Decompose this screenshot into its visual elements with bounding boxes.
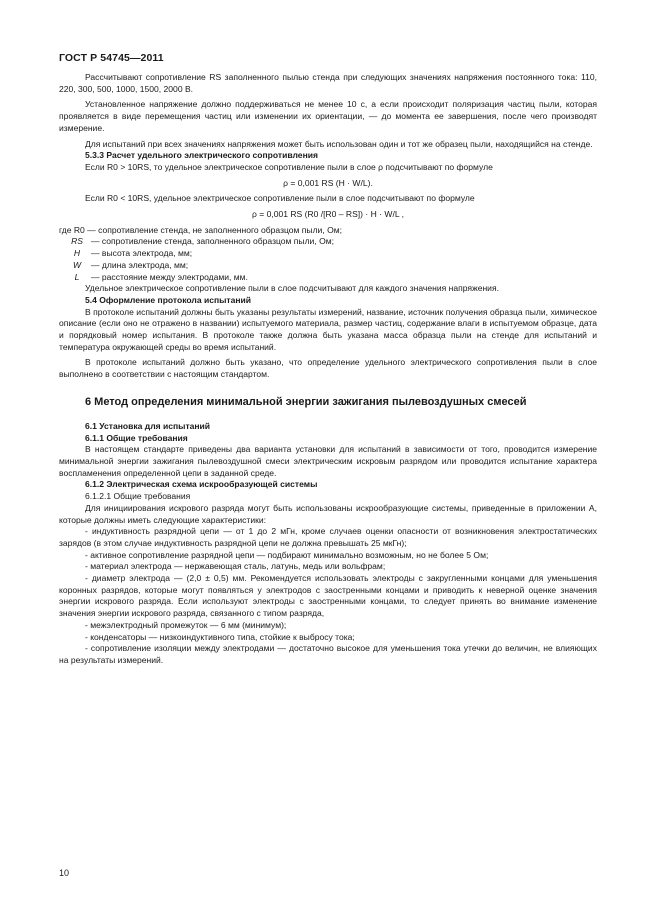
paragraph: В настоящем стандарте приведены два варианта установки для испытаний в зависимости от того, проводится измерение минимальной энергии зажигания пылевоздушной смеси электрическим искровым разрядом или проводится испытание характера воспламенения определенной цепи в заданной среде. <box>59 444 597 478</box>
definition-symbol: L <box>74 271 80 282</box>
paragraph: Для испытаний при всех значениях напряжения может быть использован один и тот же образец пыли, находящийся на стенде. <box>85 138 593 149</box>
list-item: - межэлектродный промежуток — 6 мм (минимум); <box>85 619 287 630</box>
page-number: 10 <box>59 868 70 878</box>
formula-2: ρ = 0,001 RS (R0 /[R0 – RS]) · H · W/L , <box>251 209 405 220</box>
paragraph: Рассчитывают сопротивление RS заполненного пылью стенда при следующих значениях напряжения постоянного тока: 110, 220, 300, 500, 1000, 1500, 2000 В. <box>59 72 597 94</box>
paragraph: Удельное электрическое сопротивление пыли в слое подсчитывают для каждого значения напряжения. <box>85 283 499 294</box>
definition-text: — высота электрода, мм; <box>91 248 193 259</box>
section-heading-5-4: 5.4 Оформление протокола испытаний <box>85 294 252 305</box>
paragraph: Если R0 > 10RS, то удельное электрическое сопротивление пыли в слое ρ подсчитывают по формуле <box>85 161 493 172</box>
paragraph: Для инициирования искрового разряда могут быть использованы искрообразующие системы, приведенные в приложении А, которые должны иметь следующие характеристики: <box>59 502 597 525</box>
chapter-heading-6: 6 Метод определения минимальной энергии зажигания пылевоздушных смесей <box>85 395 527 408</box>
paragraph: В протоколе испытаний должны быть указаны результаты измерений, название, источник получения образца пыли, химическое описание (если оно не отражено в названии) испытуемого материала, размер частиц, содержание влаги в испытуемом образце, дата и порядковый номер испытания. В протоколе также должна быть указана масса образца пыли на стенде для испытаний и температура окружающей среды во время испытаний. <box>59 306 597 352</box>
definition-rs <box>59 236 597 248</box>
definition-symbol: H <box>73 248 81 259</box>
paragraph: Установленное напряжение должно поддерживаться не менее 10 с, а если происходит поляризация частиц пыли, которая проявляется в виде перемещения частиц или изменении их ориентации, — до момента ее завершения, после чего производят измерение. <box>59 99 597 133</box>
list-item: - сопротивление изоляции между электродами — достаточно высокое для уменьшения тока утечки до величин, не влияющих на результаты измерений. <box>59 643 597 665</box>
definition-text: — длина электрода, мм; <box>91 259 189 270</box>
paragraph: Если R0 < 10RS, удельное электрическое сопротивление пыли в слое подсчитывают по формуле <box>85 193 475 204</box>
paragraph: В протоколе испытаний должно быть указано, что определение удельного электрического сопротивления пыли в слое выполнено в соответствии с настоящим стандартом. <box>59 357 597 380</box>
section-heading-6-1-1: 6.1.1 Общие требования <box>85 432 188 443</box>
definition-r0: где R0 — сопротивление стенда, не заполненного образцом пыли, Ом; <box>59 224 342 235</box>
definition-text: — расстояние между электродами, мм. <box>91 271 248 282</box>
definition-h <box>59 248 597 260</box>
definition-symbol: W <box>72 259 82 270</box>
list-item: - диаметр электрода — (2,0 ± 0,5) мм. Рекомендуется использовать электроды с закругленными концами для уменьшения коронных разрядов, которые могут появляться у электродов с заостренными концами и приводить к неверной оценке значения энергии искрового разряда. Если используют электроды с заостренными концами, то следует принять во внимание изменение значения энергии искрового разряда, связанного с типом разряда, <box>59 573 597 619</box>
section-heading-6-1: 6.1 Установка для испытаний <box>85 420 211 431</box>
definition-w <box>59 260 597 272</box>
section-heading-6-1-2-1: 6.1.2.1 Общие требования <box>85 491 191 502</box>
section-heading-6-1-2: 6.1.2 Электрическая схема искрообразующей системы <box>85 479 318 490</box>
list-item: - материал электрода — нержавеющая сталь, латунь, медь или вольфрам; <box>85 561 386 572</box>
list-item: - конденсаторы — низкоиндуктивного типа, стойкие к выбросу тока; <box>85 631 355 642</box>
formula-1: ρ = 0,001 RS (H · W/L). <box>283 177 373 188</box>
section-heading-5-3-3: 5.3.3 Расчет удельного электрического сопротивления <box>85 150 318 161</box>
list-item: - индуктивность разрядной цепи — от 1 до 2 мГн, кроме случаев оценки опасности от возникновения электростатических зарядов (в этом случае индуктивность разрядной цепи не должна превышать 25 мкГн); <box>59 526 597 548</box>
definition-l <box>59 272 597 284</box>
definition-symbol: RS <box>71 236 83 247</box>
list-item: - активное сопротивление разрядной цепи — подбирают минимально возможным, но не более 5 Ом; <box>85 549 489 560</box>
definition-text: — сопротивление стенда, заполненного образцом пыли, Ом; <box>91 236 334 247</box>
standard-header: ГОСТ Р 54745—2011 <box>59 52 164 64</box>
page-body <box>59 72 597 667</box>
